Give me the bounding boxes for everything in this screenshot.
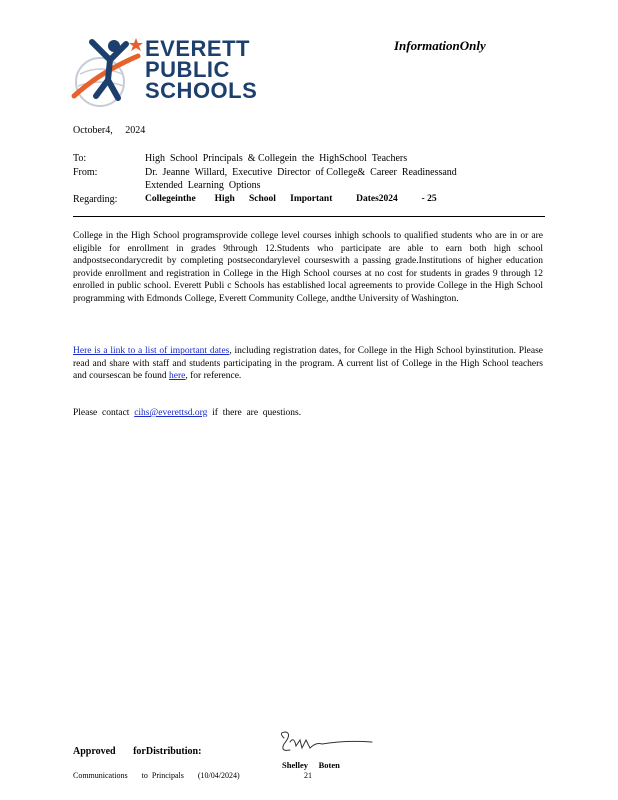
signature bbox=[276, 728, 376, 760]
approved-for-distribution: Approved forDistribution: bbox=[73, 746, 202, 757]
footer-communications: Communications to Principals (10/04/2024) bbox=[73, 771, 240, 780]
from-label: From: bbox=[73, 167, 98, 178]
intro-paragraph: College in the High School programsprovide college level courses inhigh schools to qualified students who are in or are eligible for enrollment in grades 9through 12.Students who participate are able to earn both high school andpostsecondarycredit by completing postsecondarylevel courseswith a passing grade.Institutions of higher education provide enrollment and registration in College in the High School courses at no cost for students in grades 9 through 12 enrolled in public school. Everett Publi c Schools has established local agreements to provide College in the High School programming with Edmonds College, Everett Community College, andthe University of Washington. bbox=[73, 231, 543, 304]
contact-paragraph bbox=[73, 407, 543, 420]
to-value: High School Principals & Collegein the HighSchool Teachers bbox=[145, 153, 408, 164]
page-number: 21 bbox=[304, 771, 312, 780]
teachers-list-link[interactable]: here bbox=[169, 371, 186, 381]
dates-paragraph-text-1: , including registration dates, for College in the High School byinstitution. Please read and share with staff and students participating in the program. A current list of College in the High School teachers and coursescan be found bbox=[73, 346, 543, 381]
regarding-label: Regarding: bbox=[73, 194, 118, 205]
to-label: To: bbox=[73, 153, 87, 164]
from-value-line2: Extended Learning Options bbox=[145, 180, 261, 191]
signer-name: Shelley Boten bbox=[282, 760, 340, 770]
memo-date: October4, 2024 bbox=[73, 125, 146, 136]
header-divider bbox=[73, 216, 545, 217]
from-value-line1: Dr. Jeanne Willard, Executive Director of College& Career Readinessand bbox=[145, 167, 457, 178]
logo-wordmark: EVERETT PUBLIC SCHOOLS bbox=[145, 36, 258, 103]
information-only-label: InformationOnly bbox=[394, 38, 486, 53]
signature-icon bbox=[276, 728, 376, 760]
contact-text-1: Please contact bbox=[73, 408, 135, 418]
important-dates-link[interactable]: Here is a link to a list of important dates bbox=[73, 346, 230, 356]
regarding-value: Collegeinthe High School Important Dates2024 - 25 bbox=[145, 194, 437, 204]
logo-figure-icon bbox=[70, 34, 150, 112]
dates-paragraph-text-2: , for reference. bbox=[185, 371, 242, 381]
dates-paragraph bbox=[73, 345, 543, 383]
contact-email-link[interactable]: cihs@everettsd.org bbox=[134, 408, 208, 418]
contact-text-2: if there are questions. bbox=[207, 408, 302, 418]
